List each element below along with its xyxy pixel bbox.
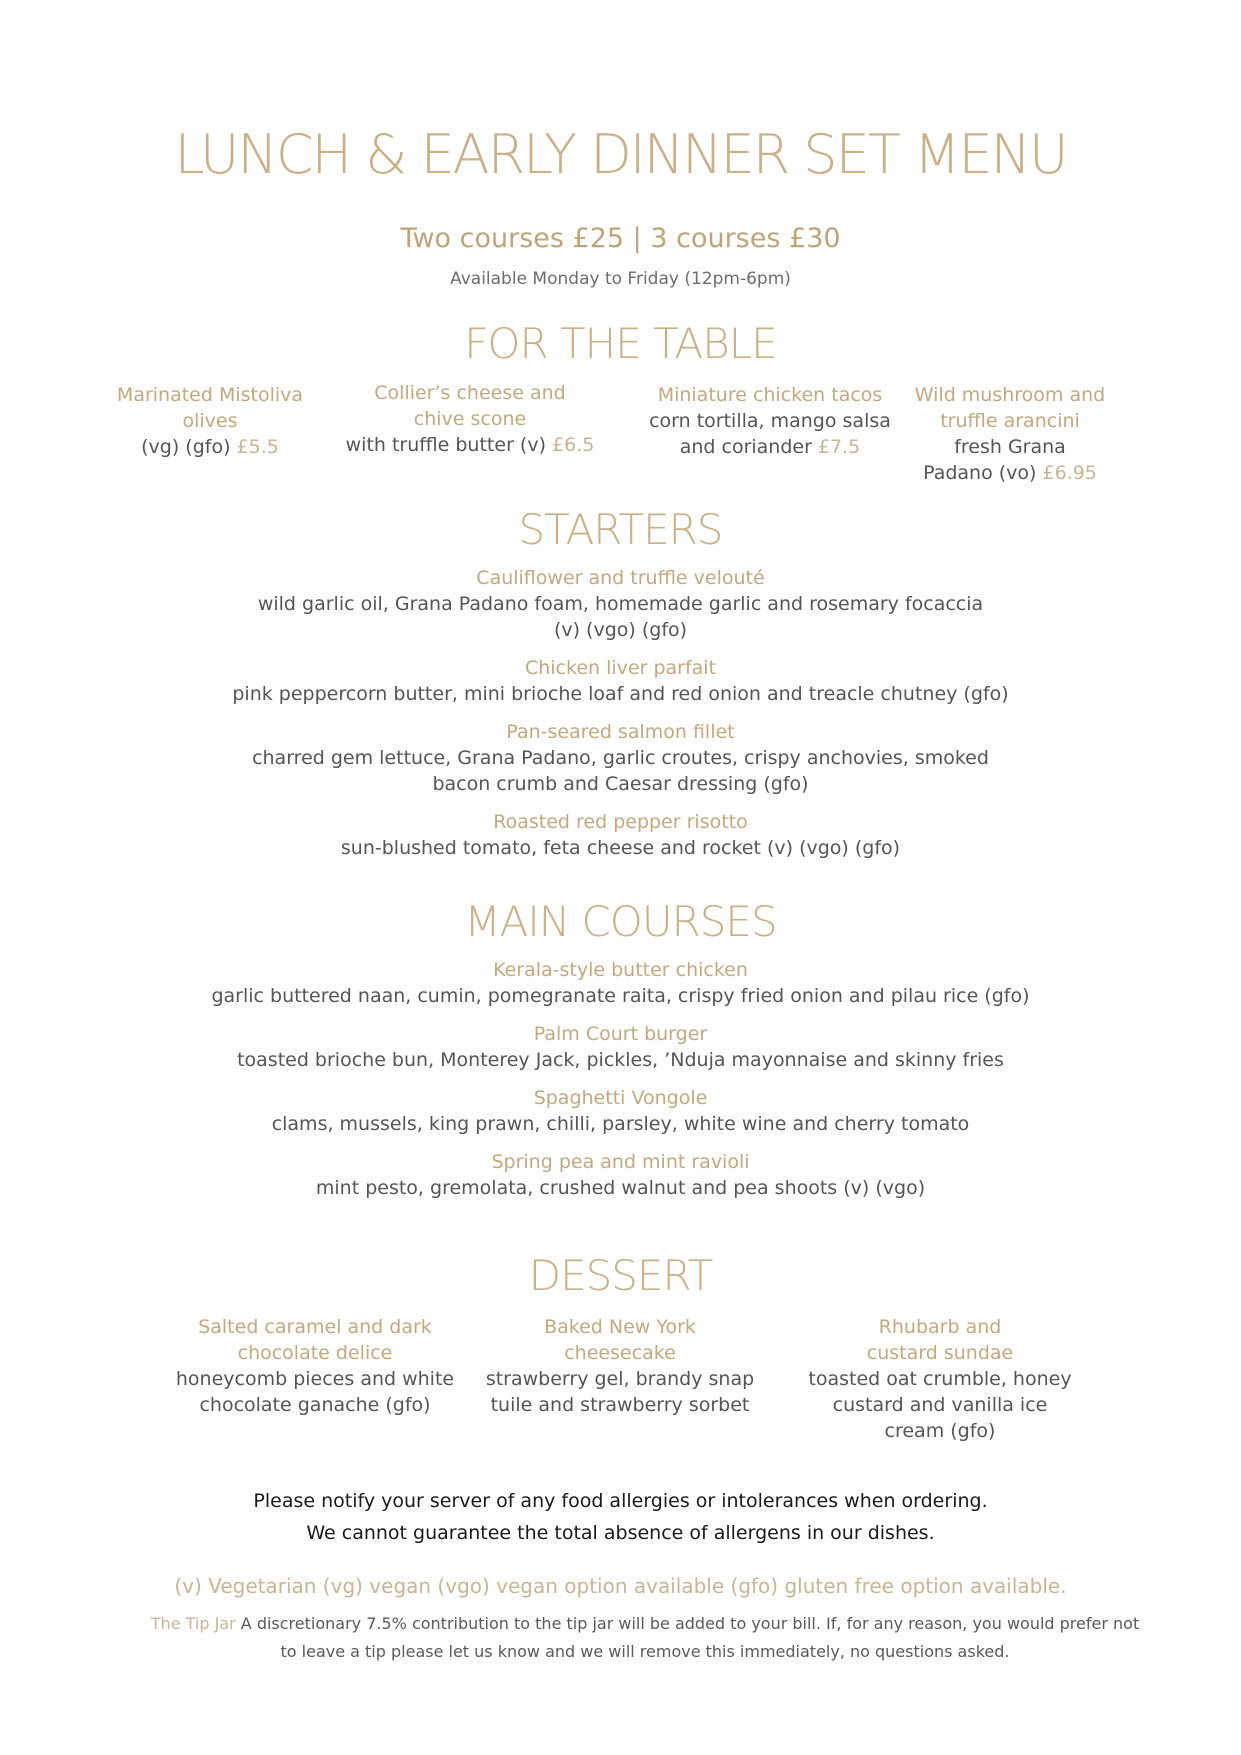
dish-description: charred gem lettuce, Grana Padano, garlic croutes, crispy anchovies, smoked	[252, 747, 989, 769]
item-price: £6.5	[552, 434, 595, 456]
table-item	[100, 382, 320, 460]
main-item	[0, 957, 1241, 1009]
section-title-for-the-table: FOR THE TABLE	[464, 319, 777, 368]
starter-item	[0, 809, 1241, 861]
dish-description: pink peppercorn butter, mini brioche loaf and red onion and treacle chutney (gfo)	[232, 683, 1009, 705]
dish-name: cheesecake	[564, 1342, 676, 1364]
tip-jar-note	[150, 1610, 1140, 1666]
starter-item	[0, 719, 1241, 797]
dish-description: bacon crumb and Caesar dressing (gfo)	[432, 773, 809, 795]
dish-name: Palm Court burger	[533, 1023, 708, 1045]
dish-name: Rhubarb and	[878, 1316, 1002, 1338]
main-item	[0, 1149, 1241, 1201]
item-name: Collier’s cheese and	[374, 382, 566, 404]
table-item	[640, 382, 900, 460]
dish-name: Baked New York	[544, 1316, 696, 1338]
table-item	[340, 380, 600, 458]
dish-description: honeycomb pieces and white	[175, 1368, 455, 1390]
item-name: Marinated Mistoliva	[116, 384, 304, 406]
dish-name: chocolate delice	[237, 1342, 393, 1364]
item-name: Miniature chicken tacos	[657, 384, 883, 406]
dish-description: toasted oat crumble, honey	[808, 1368, 1072, 1390]
dessert-item	[165, 1314, 465, 1418]
dish-description: strawberry gel, brandy snap	[485, 1368, 755, 1390]
dish-name: Cauliflower and truffle velouté	[476, 567, 765, 589]
item-description: fresh Grana	[954, 436, 1066, 458]
section-title-dessert: DESSERT	[528, 1251, 713, 1300]
dish-description: chocolate ganache (gfo)	[199, 1394, 431, 1416]
item-name: Wild mushroom and	[914, 384, 1106, 406]
dish-description: wild garlic oil, Grana Padano foam, homemade garlic and rosemary focaccia	[257, 593, 984, 615]
item-price: £6.95	[1042, 462, 1097, 484]
dish-description: clams, mussels, king prawn, chilli, parsley, white wine and cherry tomato	[271, 1113, 970, 1135]
main-item	[0, 1085, 1241, 1137]
dish-description: toasted brioche bun, Monterey Jack, pickles, ’Nduja mayonnaise and skinny fries	[237, 1049, 1004, 1071]
dish-name: Pan-seared salmon fillet	[506, 721, 735, 743]
dish-description: (v) (vgo) (gfo)	[553, 619, 688, 641]
dish-description: tuile and strawberry sorbet	[490, 1394, 750, 1416]
dish-name: Spring pea and mint ravioli	[491, 1151, 750, 1173]
item-price: £5.5	[236, 436, 279, 458]
section-title-main-courses: MAIN COURSES	[464, 897, 777, 946]
item-name: olives	[182, 410, 238, 432]
dish-name: Roasted red pepper risotto	[493, 811, 748, 833]
dish-name: Salted caramel and dark	[198, 1316, 432, 1338]
allergy-notice: Please notify your server of any food allergies or intolerances when ordering.	[253, 1490, 988, 1512]
section-title-starters: STARTERS	[518, 505, 723, 554]
dish-description: sun-blushed tomato, feta cheese and rocket (v) (vgo) (gfo)	[340, 837, 901, 859]
page-title: LUNCH & EARLY DINNER SET MENU	[174, 123, 1067, 186]
set-menu-prices: Two courses £25 | 3 courses £30	[400, 223, 841, 254]
dish-description: mint pesto, gremolata, crushed walnut and pea shoots (v) (vgo)	[315, 1177, 926, 1199]
item-name: chive scone	[413, 408, 527, 430]
item-description: corn tortilla, mango salsa	[649, 410, 891, 432]
dietary-legend: (v) Vegetarian (vg) vegan (vgo) vegan option available (gfo) gluten free option available.	[174, 1574, 1067, 1598]
item-description: Padano (vo)	[923, 462, 1037, 484]
allergen-disclaimer: We cannot guarantee the total absence of allergens in our dishes.	[306, 1522, 935, 1544]
dish-name: custard sundae	[866, 1342, 1014, 1364]
dish-name: Kerala-style butter chicken	[493, 959, 748, 981]
item-name: truffle arancini	[940, 410, 1080, 432]
table-item	[900, 382, 1120, 486]
item-description: (vg) (gfo)	[141, 436, 231, 458]
tip-text: A discretionary 7.5% contribution to the tip jar will be added to your bill. If, for any reason, you would prefer not	[235, 1614, 1140, 1633]
dish-description: cream (gfo)	[884, 1420, 996, 1442]
tip-text: to leave a tip please let us know and we will remove this immediately, no questions asked.	[280, 1642, 1010, 1661]
dish-description: custard and vanilla ice	[832, 1394, 1048, 1416]
dish-name: Chicken liver parfait	[524, 657, 717, 679]
dessert-item	[470, 1314, 770, 1418]
main-item	[0, 1021, 1241, 1073]
dessert-item	[790, 1314, 1090, 1444]
starter-item	[0, 565, 1241, 643]
tip-jar-label: The Tip Jar	[150, 1614, 236, 1633]
item-description: and coriander	[679, 436, 812, 458]
dish-description: garlic buttered naan, cumin, pomegranate raita, crispy fried onion and pilau rice (gfo)	[211, 985, 1030, 1007]
dish-name: Spaghetti Vongole	[533, 1087, 708, 1109]
availability-note: Available Monday to Friday (12pm-6pm)	[450, 269, 791, 289]
starter-item	[0, 655, 1241, 707]
item-price: £7.5	[817, 436, 861, 458]
item-description: with truffle butter (v)	[345, 434, 546, 456]
